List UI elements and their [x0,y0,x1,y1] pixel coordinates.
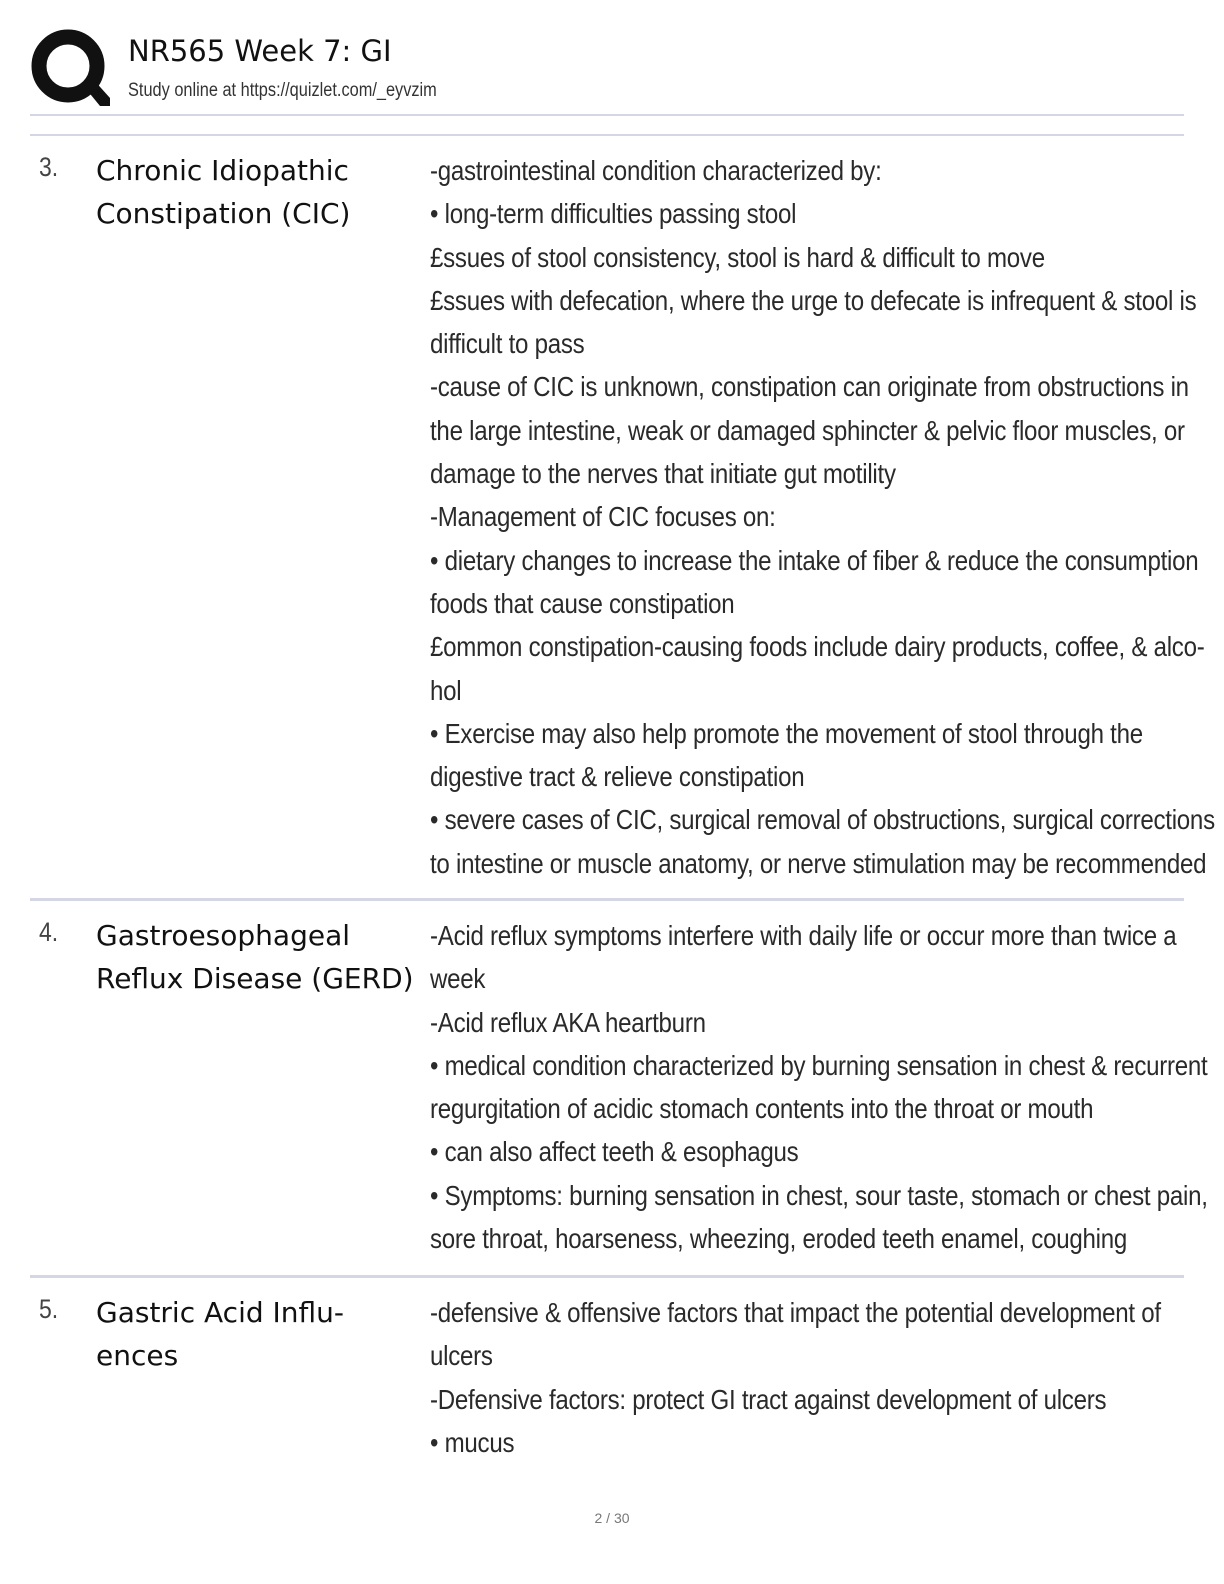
definition-line: digestive tract & relieve constipation [430,761,805,793]
study-online-link[interactable]: Study online at https://quizlet.com/_eyvzim [128,80,437,101]
definition-line: to intestine or muscle anatomy, or nerve stimulation may be recommended [430,847,1207,879]
definition-line: £ommon constipation-causing foods include dairy products, coffee, & alco- [430,631,1205,663]
definition-line: hol [430,674,462,706]
card-number: 4. [39,917,59,947]
quizlet-logo-icon [30,28,110,108]
page-title: NR565 Week 7: GI [128,34,392,68]
card-number: 3. [39,152,59,182]
definition-line: • severe cases of CIC, surgical removal of obstructions, surgical corrections [430,804,1215,836]
card-definition [430,1291,1161,1464]
card-term: Gastroesophageal Reflux Disease (GERD) [96,919,414,995]
flashcard-3 [30,152,1215,892]
definition-line: • dietary changes to increase the intake of fiber & reduce the consumption [430,544,1199,576]
definition-line: week [430,963,486,995]
header-divider [30,114,1184,116]
definition-line: the large intestine, weak or damaged sphincter & pelvic floor muscles, or [430,414,1185,446]
definition-line: • can also affect teeth & esophagus [430,1136,799,1168]
definition-line: -Acid reflux AKA heartburn [430,1006,706,1038]
flashcard-4 [30,917,1208,1267]
definition-line: -Acid reflux symptoms interfere with daily life or occur more than twice a [430,920,1177,951]
card-number: 5. [39,1294,59,1324]
flashcard-5 [30,1294,1184,1484]
header-divider-lower [30,134,1184,136]
definition-line: -cause of CIC is unknown, constipation can originate from obstructions in [430,371,1189,403]
definition-line: sore throat, hoarseness, wheezing, eroded teeth enamel, coughing [430,1223,1127,1255]
card-divider [30,1275,1184,1278]
definition-line: damage to the nerves that initiate gut motility [430,458,896,490]
definition-line: £ssues of stool consistency, stool is hard & difficult to move [430,241,1045,273]
definition-line: foods that cause constipation [430,587,735,619]
definition-line: • mucus [430,1426,515,1458]
card-definition [430,914,1208,1260]
definition-line: • Symptoms: burning sensation in chest, sour taste, stomach or chest pain, [430,1179,1208,1211]
definition-line: -Defensive factors: protect GI tract against development of ulcers [430,1383,1107,1415]
definition-line: -gastrointestinal condition characterized by: [430,155,882,186]
definition-line: ulcers [430,1340,493,1372]
definition-line: • medical condition characterized by burning sensation in chest & recurrent [430,1049,1208,1081]
definition-line: • Exercise may also help promote the movement of stool through the [430,717,1143,749]
definition-line: -Management of CIC focuses on: [430,501,776,533]
definition-line: -defensive & offensive factors that impact the potential development of [430,1297,1161,1328]
card-divider [30,898,1184,901]
definition-line: regurgitation of acidic stomach contents into the throat or mouth [430,1093,1094,1125]
page-header [30,28,1184,114]
card-term: Chronic Idiopathic Constipation (CIC) [96,154,351,230]
page-indicator: 2 / 30 [594,1510,630,1526]
card-definition [430,149,1215,885]
definition-line: £ssues with defecation, where the urge to defecate is infrequent & stool is [430,284,1197,316]
definition-line: difficult to pass [430,328,585,360]
definition-line: • long-term difficulties passing stool [430,198,797,230]
card-term: Gastric Acid Influ- ences [96,1296,345,1372]
